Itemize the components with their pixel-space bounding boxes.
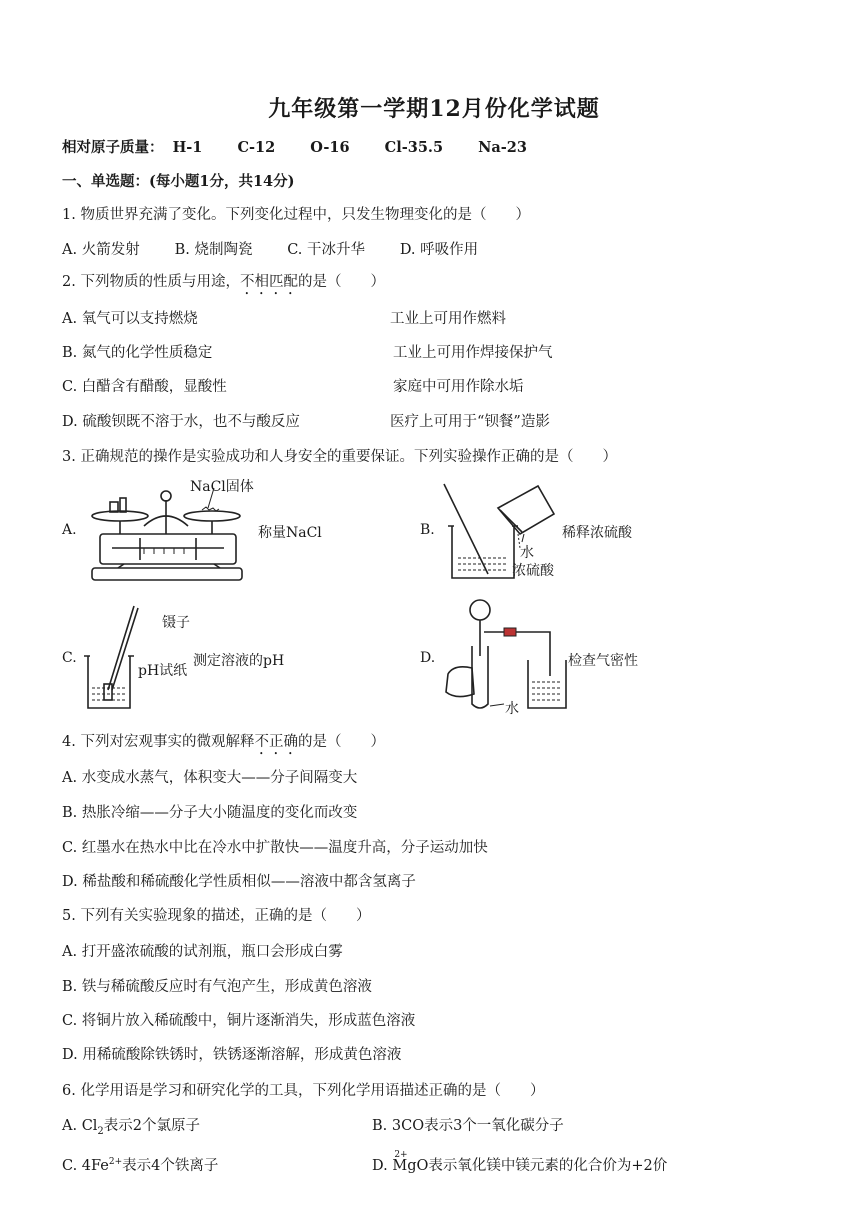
fig-c-paper-label: pH试纸 — [138, 663, 188, 679]
stem-text: 4. 下列对宏观事实的微观解释 — [62, 734, 255, 750]
q4-option-c: C. 红墨水在热水中比在冷水中扩散快——温度升高，分子运动加快 — [62, 840, 488, 856]
q4-option-b: B. 热胀冷缩——分子大小随温度的变化而改变 — [62, 805, 358, 821]
fig-a-caption: 称量NaCl — [258, 525, 322, 541]
option-b: B. 烧制陶瓷 — [174, 242, 253, 258]
q4-option-a: A. 水变成水蒸气，体积变大——分子间隔变大 — [62, 770, 358, 786]
fig-c-caption: 测定溶液的pH — [193, 653, 285, 669]
q5-option-d: D. 用稀硫酸除铁锈时，铁锈逐渐溶解，形成黄色溶液 — [62, 1047, 402, 1063]
formula-subscript: 2 — [97, 1125, 104, 1137]
q4-option-d: D. 稀盐酸和稀硫酸化学性质相似——溶液中都含氢离子 — [62, 874, 416, 890]
fig-b-water-label: 水 — [520, 545, 534, 561]
stem-text: 的是（ ） — [297, 274, 385, 290]
fig-c-tweezers-label: 镊子 — [162, 615, 190, 631]
fig-b-letter: B. — [420, 522, 435, 538]
question-1-stem: 1. 物质世界充满了变化。下列变化过程中，只发生物理变化的是（ ） — [62, 207, 530, 223]
q2-row-d-left: D. 硫酸钡既不溶于水，也不与酸反应 — [62, 414, 300, 430]
atomic-mass-item: Na-23 — [478, 139, 527, 156]
question-2-stem — [62, 272, 385, 298]
question-5-stem: 5. 下列有关实验现象的描述，正确的是（ ） — [62, 908, 371, 924]
q2-row-d-right: 医疗上可用于“钡餐”造影 — [390, 414, 550, 430]
q6-option-c — [62, 1156, 218, 1176]
formula-text: C. 4Fe — [62, 1158, 109, 1174]
fig-d-water-label: 水 — [505, 701, 519, 717]
formula-text: M — [392, 1158, 408, 1174]
fig-d-caption: 检查气密性 — [568, 653, 638, 669]
atomic-mass-item: H-1 — [172, 139, 203, 156]
q2-row-c-right: 家庭中可用作除水垢 — [393, 379, 524, 395]
fig-c-letter: C. — [62, 650, 77, 666]
stem-text: 2. 下列物质的性质与用途， — [62, 274, 240, 290]
q6-option-a — [62, 1116, 200, 1142]
q6-option-b: B. 3CO表示3个一氧化碳分子 — [372, 1118, 564, 1134]
section-heading: 一、单选题：(每小题1分，共14分) — [62, 173, 295, 190]
q2-row-a-left: A. 氧气可以支持燃烧 — [62, 311, 198, 327]
option-letter: D. — [372, 1158, 393, 1174]
q5-option-a: A. 打开盛浓硫酸的试剂瓶，瓶口会形成白雾 — [62, 944, 343, 960]
valence-mark: 2+ — [394, 1150, 408, 1160]
option-text: 表示氧化镁中镁元素的化合价为+2价 — [428, 1158, 668, 1174]
q2-row-c-left: C. 白醋含有醋酸，显酸性 — [62, 379, 227, 395]
valence-formula — [392, 1150, 408, 1176]
fig-a-letter: A. — [62, 522, 77, 538]
stem-text: 的是（ ） — [297, 734, 385, 750]
stem-emphasis: 不正确 — [254, 734, 298, 750]
fig-b-acid-label: 浓硫酸 — [512, 563, 554, 579]
question-1-options — [62, 240, 478, 260]
option-text: 表示4个铁离子 — [122, 1158, 219, 1174]
fig-a-nacl-label: NaCl固体 — [190, 479, 254, 495]
option-c: C. 干冰升华 — [287, 242, 366, 258]
formula-text: gO — [407, 1158, 429, 1174]
option-text: 表示2个氯原子 — [103, 1118, 201, 1134]
q2-row-b-right: 工业上可用作焊接保护气 — [393, 345, 553, 361]
fig-d-letter: D. — [420, 650, 436, 666]
question-4-stem — [62, 732, 385, 758]
q6-option-d — [372, 1150, 668, 1176]
atomic-mass-label: 相对原子质量： — [62, 139, 164, 156]
q5-option-c: C. 将铜片放入稀硫酸中，铜片逐渐消失，形成蓝色溶液 — [62, 1013, 416, 1029]
question-6-stem: 6. 化学用语是学习和研究化学的工具，下列化学用语描述正确的是（ ） — [62, 1083, 545, 1099]
option-a: A. 火箭发射 — [62, 242, 140, 258]
atomic-mass-line — [62, 138, 557, 158]
option-d: D. 呼吸作用 — [399, 242, 479, 258]
formula-text: A. Cl — [62, 1118, 98, 1134]
question-3-stem: 3. 正确规范的操作是实验成功和人身安全的重要保证。下列实验操作正确的是（ ） — [62, 449, 617, 465]
stem-emphasis: 不相匹配 — [239, 274, 298, 290]
fig-b-caption: 稀释浓硫酸 — [562, 525, 632, 541]
formula-superscript: 2+ — [108, 1157, 123, 1167]
q2-row-b-left: B. 氮气的化学性质稳定 — [62, 345, 213, 361]
atomic-mass-item: O-16 — [310, 139, 350, 156]
atomic-mass-item: Cl-35.5 — [384, 139, 444, 156]
q2-row-a-right: 工业上可用作燃料 — [390, 311, 506, 327]
q5-option-b: B. 铁与稀硫酸反应时有气泡产生，形成黄色溶液 — [62, 979, 372, 995]
page-title: 九年级第一学期12月份化学试题 — [268, 96, 600, 122]
atomic-mass-item: C-12 — [237, 139, 276, 156]
ph-test-figure — [82, 604, 162, 712]
